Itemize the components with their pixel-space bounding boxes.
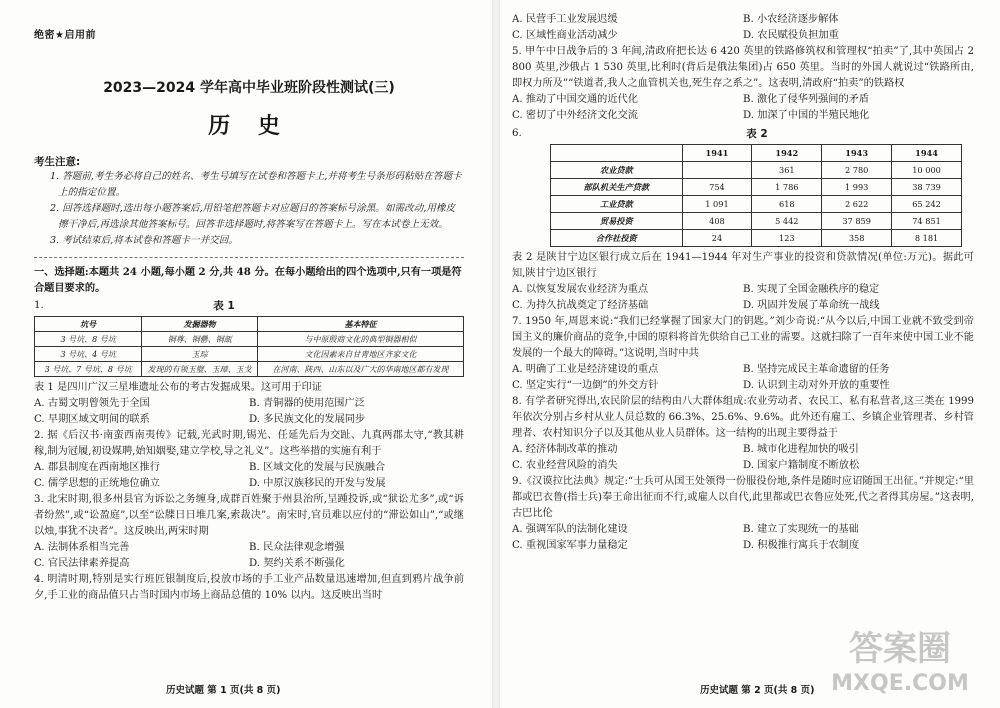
table-header-cell: 发掘器物 bbox=[142, 317, 258, 332]
table-header-cell: 1944 bbox=[892, 145, 962, 162]
question-1-header bbox=[34, 298, 464, 314]
option-b: B. 城市化进程加快的吸引 bbox=[743, 444, 859, 455]
option-a: A. 强调军队的法制化建设 bbox=[512, 524, 628, 535]
table-cell bbox=[682, 162, 752, 179]
option-d: D. 加深了中国的半殖民地化 bbox=[743, 110, 870, 121]
subject-title: 历 史 bbox=[208, 114, 290, 139]
question-8-options bbox=[512, 442, 974, 474]
option-d: D. 农民赋役负担加重 bbox=[743, 30, 839, 41]
table-header-row bbox=[551, 145, 962, 162]
table-cell: 3 号坑、8 号坑 bbox=[35, 332, 142, 347]
table-cell: 与中原殷商文化的典型铜器相似 bbox=[258, 332, 464, 347]
table-cell: 24 bbox=[682, 230, 752, 247]
table-cell: 5 442 bbox=[752, 213, 822, 230]
table-row bbox=[35, 362, 464, 377]
table-cell: 3 号坑、7 号坑、8 号坑 bbox=[35, 362, 142, 377]
option-d: D. 认识到主动对外开放的重要性 bbox=[743, 380, 890, 391]
option-b: B. 民众法律观念增强 bbox=[249, 542, 345, 553]
table-cell: 1 091 bbox=[682, 196, 752, 213]
option-a: A. 民营手工业发展迟缓 bbox=[512, 14, 618, 25]
table-row bbox=[35, 347, 464, 362]
table-cell: 玉琮 bbox=[142, 347, 258, 362]
option-d: D. 契约关系不断强化 bbox=[249, 558, 345, 569]
option-b: B. 实现了全国金融秩序的稳定 bbox=[743, 284, 880, 295]
table-cell: 74 851 bbox=[892, 213, 962, 230]
table-row-label: 合作社投资 bbox=[551, 230, 683, 247]
table-cell: 1 993 bbox=[822, 179, 892, 196]
option-b: B. 激化了侵华列强间的矛盾 bbox=[743, 94, 870, 105]
question-5-stem: 5. 甲午中日战争后的 3 年间,清政府把长达 6 420 英里的铁路修筑权和管理权“拍卖”了,其中英国占 2 800 英里,沙俄占 1 530 英里,比利时(背后是俄法集团)占 650 英里。当时的外国人就说过“铁路所由,即权力所及”“铁道者,我人之血管机关也,死生存之系之”。这表明,清政府“拍卖”的铁路权 bbox=[512, 46, 974, 89]
option-b: B. 区域文化的发展与民族融合 bbox=[249, 462, 386, 473]
table-cell: 2 780 bbox=[822, 162, 892, 179]
table-header-row bbox=[35, 317, 464, 332]
option-b: B. 建立了实现统一的基础 bbox=[743, 524, 859, 535]
question-2-stem: 2. 据《后汉书·南蛮西南夷传》记载,光武时期,锡光、任延先后为交趾、九真两郡太守,“教其耕稼,制为冠履,初设媒聘,始知姻娶,建立学校,导之礼义”。这些举措的实施有利于 bbox=[34, 430, 464, 457]
secret-mark: 绝密★启用前 bbox=[34, 30, 96, 41]
option-c: C. 密切了中外经济文化交流 bbox=[512, 110, 638, 121]
section-heading bbox=[34, 264, 464, 296]
option-c: C. 农业经营风险的消失 bbox=[512, 460, 618, 471]
table-cell: 37 859 bbox=[822, 213, 892, 230]
question-6-options bbox=[512, 282, 974, 314]
table-cell: 408 bbox=[682, 213, 752, 230]
table-cell: 铜尊、铜罍、铜瓿 bbox=[142, 332, 258, 347]
table-row bbox=[35, 332, 464, 347]
question-7-options bbox=[512, 362, 974, 394]
table-cell: 发现的有领玉璧、玉璋、玉戈 bbox=[142, 362, 258, 377]
table-row bbox=[551, 230, 962, 247]
table-header-cell bbox=[551, 145, 683, 162]
notice-heading: 考生注意: bbox=[34, 156, 81, 168]
question-4-stem: 4. 明清时期,特别是实行班匠银制度后,投放市场的手工业产品数量迅速增加,但直到鸦片战争前夕,手工业的商品值只占当时国内市场上商品总值的 10% 以内。这反映出当时 bbox=[34, 574, 464, 601]
option-c: C. 坚定实行“一边倒”的外交方针 bbox=[512, 380, 659, 391]
question-4-options bbox=[512, 12, 974, 44]
question-8-stem: 8. 有学者研究得出,农民阶层的结构由八大群体组成:农业劳动者、农民工、私有私营者,这三类在 1999 年依次分别占乡村从业人员总数的 66.3%、25.6%、9.6%。此外还有雇工、乡镇企业管理者、乡村管理者、农村知识分子以及其他从业人员群体。这一结构的出现主要得益于 bbox=[512, 396, 974, 439]
option-a: A. 古蜀文明曾领先于全国 bbox=[34, 398, 150, 409]
section-heading-bold: 一、选择题:本题共 24 小题,每小题 2 分,共 48 分。 bbox=[34, 266, 275, 278]
table-cell: 文化因素来自甘青地区齐家文化 bbox=[258, 347, 464, 362]
option-c: C. 儒学思想的正统地位确立 bbox=[34, 478, 160, 489]
table-cell: 38 739 bbox=[892, 179, 962, 196]
table-row bbox=[551, 196, 962, 213]
table-cell: 在河南、陕西、山东以及广大的华南地区都有发现 bbox=[258, 362, 464, 377]
option-b: B. 坚持完成民主革命遗留的任务 bbox=[743, 364, 890, 375]
table-cell: 3 号坑、4 号坑 bbox=[35, 347, 142, 362]
table-header-cell: 1941 bbox=[682, 145, 752, 162]
question-number: 1. bbox=[34, 300, 44, 311]
option-a: A. 法制体系相当完善 bbox=[34, 542, 130, 553]
option-c: C. 重视国家军事力量稳定 bbox=[512, 540, 628, 551]
option-d: D. 中原汉族移民的开发与发展 bbox=[249, 478, 386, 489]
question-6-stem: 表 2 是陕甘宁边区银行成立后在 1941—1944 年对生产事业的投资和贷款情况(单位:万元)。据此可知,陕甘宁边区银行 bbox=[512, 252, 974, 279]
page-gutter bbox=[492, 0, 500, 708]
question-7-stem: 7. 1950 年,周恩来说:“我们已经掌握了国家大门的钥匙。”刘少奇说:“从今以后,中国工业就不致受到帝国主义的廉价商品的竞争,中国的原料将首先供给自己工业的需要。这就扫除了一百年来使中国工业不能发展的一个最大的障碍。”这说明,当时中共 bbox=[512, 316, 974, 359]
question-9-options bbox=[512, 522, 974, 554]
table-row bbox=[551, 162, 962, 179]
table-row bbox=[551, 179, 962, 196]
page-footer: 历史试题 第 1 页(共 8 页) bbox=[166, 685, 281, 696]
option-d: D. 积极推行寓兵于农制度 bbox=[743, 540, 860, 551]
question-3-stem: 3. 北宋时期,很多州县官为诉讼之务缠身,成群百姓聚于州县治所,呈踵投诉,或“狱讼尤多”,或“诉者纷然”,或“讼盈庭”,以至“讼牒日日堆几案,索裁决”。南宋时,官员难以应付的“滞讼如山”,“或继以烛,事犹不决者”。这反映出,两宋时期 bbox=[34, 494, 464, 537]
question-1-stem: 表 1 是四川广汉三星堆遗址公布的考古发掘成果。这可用于印证 bbox=[34, 382, 323, 393]
option-d: D. 国家户籍制度不断放松 bbox=[743, 460, 860, 471]
table-cell: 754 bbox=[682, 179, 752, 196]
dashed-separator bbox=[34, 257, 464, 258]
page-footer: 历史试题 第 2 页(共 8 页) bbox=[700, 685, 815, 696]
notice-item: 2. 回答选择题时,选出每小题答案后,用铅笔把答题卡对应题目的答案标号涂黑。如需改动,用橡皮擦干净后,再选涂其他答案标号。回答非选择题时,将答案写在答题卡上。写在本试卷上无效。 bbox=[50, 203, 456, 230]
option-c: C. 为持久抗战奠定了经济基础 bbox=[512, 300, 649, 311]
table-cell: 358 bbox=[822, 230, 892, 247]
exam-title: 2023—2024 学年高中毕业班阶段性测试(三) bbox=[103, 80, 395, 96]
table-cell: 361 bbox=[752, 162, 822, 179]
table-1 bbox=[34, 316, 464, 377]
option-a: A. 郡县制度在西南地区推行 bbox=[34, 462, 160, 473]
table-cell: 618 bbox=[752, 196, 822, 213]
table-header-cell: 1942 bbox=[752, 145, 822, 162]
page-1 bbox=[0, 0, 492, 708]
table-row-label: 农业贷款 bbox=[551, 162, 683, 179]
question-number: 6. bbox=[512, 128, 522, 139]
question-3-options bbox=[34, 540, 464, 572]
option-d: D. 巩固并发展了革命统一战线 bbox=[743, 300, 880, 311]
question-9-stem: 9.《汉谟拉比法典》规定:“士兵可从国王处领得一份服役份地,条件是随时应诏随国王出征。”并规定:“里都或巴衣鲁(指士兵)奉王命出征而不行,或雇人以自代,此里都或巴衣鲁应处死,代之者得其房屋。”这表明,古巴比伦 bbox=[512, 476, 974, 519]
table-caption: 表 1 bbox=[213, 300, 235, 312]
option-b: B. 青铜器的使用范围广泛 bbox=[249, 398, 365, 409]
question-6-header bbox=[512, 126, 974, 142]
watermark-logo bbox=[810, 618, 990, 698]
table-cell: 2 622 bbox=[822, 196, 892, 213]
question-5-options bbox=[512, 92, 974, 124]
table-row-label: 工业贷款 bbox=[551, 196, 683, 213]
table-row bbox=[551, 213, 962, 230]
option-c: C. 官民法律素养提高 bbox=[34, 558, 130, 569]
question-1-options bbox=[34, 396, 464, 428]
notice-item: 1. 答题前,考生务必将自己的姓名、考生号填写在试卷和答题卡上,并将考生号条形码粘贴在答题卡上的指定位置。 bbox=[50, 171, 462, 198]
watermark-line-1: 答案圈 bbox=[849, 629, 951, 669]
option-c: C. 早期区域文明间的联系 bbox=[34, 414, 150, 425]
table-2 bbox=[550, 144, 962, 247]
table-cell: 1 786 bbox=[752, 179, 822, 196]
table-header-cell: 坑号 bbox=[35, 317, 142, 332]
table-row-label: 贸易投资 bbox=[551, 213, 683, 230]
table-header-cell: 基本特征 bbox=[258, 317, 464, 332]
table-cell: 123 bbox=[752, 230, 822, 247]
option-a: A. 推动了中国交通的近代化 bbox=[512, 94, 638, 105]
option-a: A. 经济体制改革的推动 bbox=[512, 444, 618, 455]
table-2-wrap bbox=[512, 144, 974, 247]
table-caption: 表 2 bbox=[746, 128, 768, 140]
table-cell: 10 000 bbox=[892, 162, 962, 179]
watermark-line-2: MXQE.COM bbox=[831, 671, 969, 696]
option-a: A. 以恢复发展农业经济为重点 bbox=[512, 284, 649, 295]
option-d: D. 多民族文化的发展同步 bbox=[249, 414, 366, 425]
option-c: C. 区域性商业活动减少 bbox=[512, 30, 618, 41]
page-2 bbox=[500, 0, 1000, 708]
table-row-label: 部队机关生产贷款 bbox=[551, 179, 683, 196]
question-2-options bbox=[34, 460, 464, 492]
section-heading-rest: 在每小题给出的四个选项中,只有一项是符合题目要求的。 bbox=[34, 266, 462, 294]
table-cell: 65 242 bbox=[892, 196, 962, 213]
notice-item: 3. 考试结束后,将本试卷和答题卡一并交回。 bbox=[50, 235, 238, 246]
option-a: A. 明确了工业是经济建设的重点 bbox=[512, 364, 659, 375]
table-header-cell: 1943 bbox=[822, 145, 892, 162]
option-b: B. 小农经济逐步解体 bbox=[743, 14, 839, 25]
table-cell: 8 181 bbox=[892, 230, 962, 247]
